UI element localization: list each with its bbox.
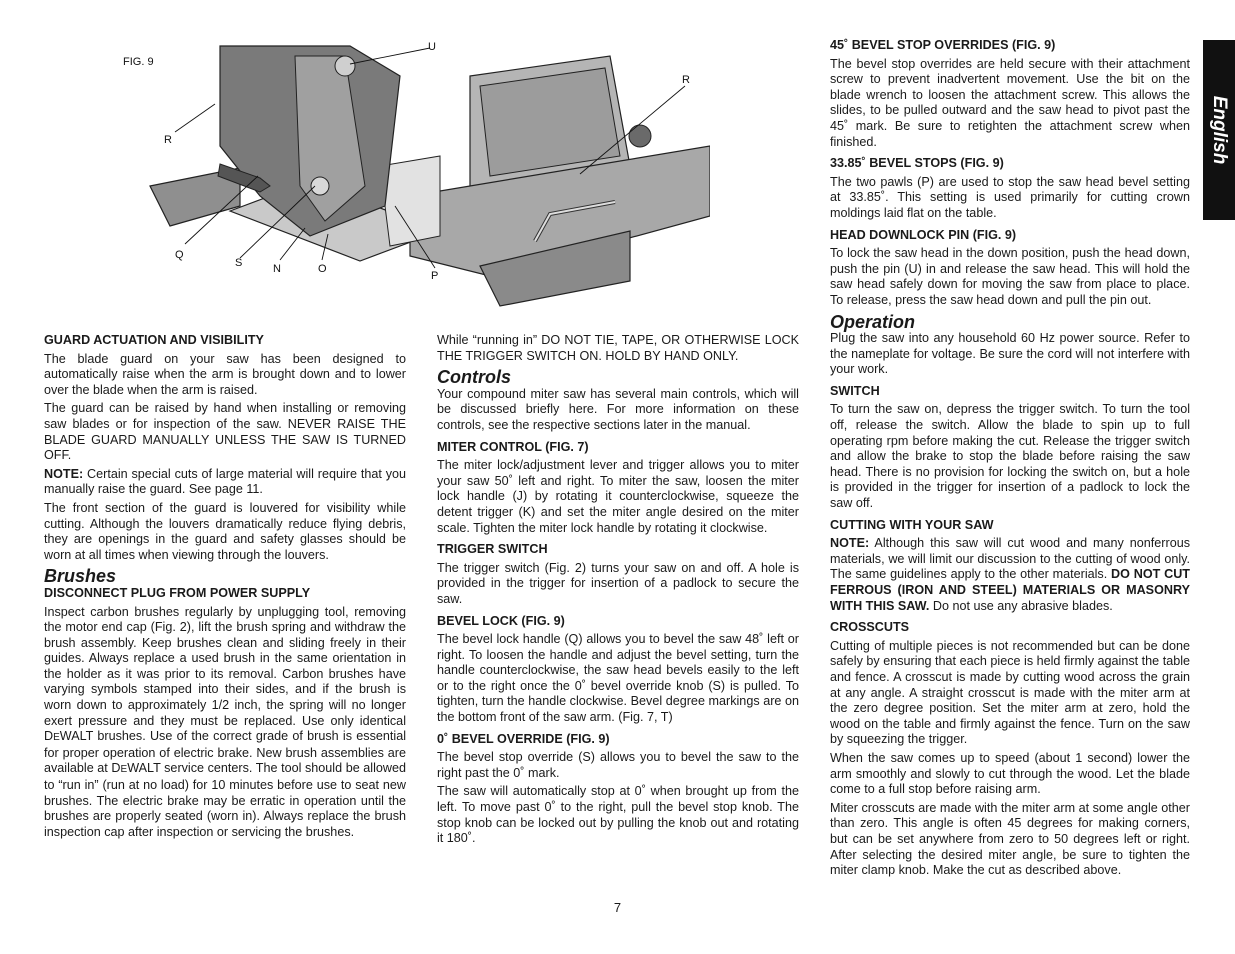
column-left [44,333,406,843]
paragraph: Miter crosscuts are made with the miter arm at some angle other than zero. This angle is often 45 degrees for making corners, but can be set anywhere from zero to 50 degrees left or right. After selecting the desired miter angle, be sure to tighten the miter clamp knob. Make the cut as described above. [830,800,1190,878]
paragraph: The saw will automatically stop at 0˚ when brought up from the left. To move past 0˚ to the right, pull the bevel stop knob. The stop knob can be locked out by pulling the knob out and rotating it 180˚. [437,784,799,846]
heading-guard-actuation: GUARD ACTUATION AND VISIBILITY [44,333,264,347]
note-label: NOTE: [830,536,870,551]
callout-u: U [428,41,436,53]
warning-text: DO NOT CUT FERROUS (IRON AND STEEL) MATERIALS OR MASONRY WITH THIS SAW. [830,567,1190,613]
paragraph: The miter lock/adjustment lever and trigger allows you to miter your saw 50˚ left and right. To miter the saw, loosen the miter lock handle (J) by rotating it counterclockwise, squeeze the detent trigger (K) and set the miter angle desired on the miter scale. Tighten the miter lock handle by rotating it clockwise. [437,458,799,535]
column-middle [437,333,799,850]
heading-cutting: CUTTING WITH YOUR SAW [830,517,994,532]
paragraph: The bevel stop overrides are held secure with their attachment screw to prevent inadvertent movement. Use the bit on the blade wrench to loosen the attachment screw. This allows the slides, to be pulled outward and the saw head to pivot past the 45˚ mark. Be sure to retighten the attachment screw when finished. [830,56,1190,149]
text-run: WALT brushes. Use of the correct grade of brush is essential for proper operation of electric brake. New brush assemblies are available at D [44,729,406,776]
paragraph: Your compound miter saw has several main controls, which will be discussed briefly here. For more information on these controls, see the respective sections later in the manual. [437,386,799,432]
column-right [830,38,1190,882]
callout-o: O [318,263,327,275]
language-tab [1203,40,1235,220]
paragraph: The front section of the guard is louvered for visibility while cutting. Although the louvers dramatically reduce flying debris, they are openings in the guard and safety glasses should be worn at all times when viewing through the louvers. [44,500,406,562]
figure-label: FIG. 9 [123,56,154,68]
note-paragraph [830,536,1190,614]
section-title-brushes: Brushes [44,566,117,587]
paragraph: The guard can be raised by hand when installing or removing saw blades or for inspection of the saw. NEVER RAISE THE BLADE GUARD MANUALLY UNLESS THE SAW IS TURNED OFF. [44,401,406,463]
callout-s: S [235,257,243,269]
heading-disconnect-plug: DISCONNECT PLUG FROM POWER SUPPLY [44,585,311,600]
section-title-operation: Operation [830,311,916,332]
paragraph: While “running in” DO NOT TIE, TAPE, OR OTHERWISE LOCK THE TRIGGER SWITCH ON. HOLD BY HAND ONLY. [437,333,799,363]
brush-paragraph [44,605,406,841]
brand-smallcap: E [53,732,60,744]
paragraph: The blade guard on your saw has been designed to automatically raise when the arm is brought down and to lower over the blade when the arm is raised. [44,351,406,397]
brand-smallcap: E [120,764,128,776]
heading-crosscuts: CROSSCUTS [830,620,910,635]
callout-p: P [431,270,439,282]
paragraph: To lock the saw head in the down position, push the head down, push the pin (U) in and release the saw head. This will hold the saw head safely down for moving the saw from place to place. To release, press the saw head down and pull the pin out. [830,246,1190,307]
text-run: Inspect carbon brushes regularly by unplugging tool, removing the motor end cap (Fig. 2), lift the brush spring and withdraw the brush assembly. Keep brushes clean and sliding freely in their guides. Always replace a used brush in the same orientation in the holder as it was prior to its removal. Carbon brushes have varying symbols stamped into their sides, and if the brush is worn down to approximately 1/2 inch, the spring will no longer exert pressure and they must be replaced. Use only identical D [44,604,406,744]
paragraph: When the saw comes up to speed (about 1 second) lower the arm smoothly and slowly to cut through the wood. Let the blade come to a full stop before raising arm. [830,750,1190,797]
figure-9-illustration [110,36,710,326]
paragraph: The two pawls (P) are used to stop the saw head bevel setting at 33.85˚. This setting is used primarily for cutting crown moldings laid flat on the table. [830,174,1190,220]
heading-bevel-lock: BEVEL LOCK (FIG. 9) [437,613,565,628]
note-text: Certain special cuts of large material will require that you manually raise the guard. See page 11. [44,466,406,497]
note-paragraph [44,467,406,498]
callout-r-left: R [164,134,172,146]
heading-miter-control: MITER CONTROL (FIG. 7) [437,439,589,454]
section-title-controls: Controls [437,367,511,388]
heading-head-downlock-pin: HEAD DOWNLOCK PIN (FIG. 9) [830,227,1017,242]
paragraph: The bevel lock handle (Q) allows you to bevel the saw 48˚ left or right. To loosen the handle and adjust the bevel setting, turn the handle counterclockwise, the saw head bevels easily to the left or to the right once the 0˚ bevel override knob (S) is pulled. To tighten, turn the handle clockwise. Bevel degree markings are on the bottom front of the saw arm. (Fig. 7, T) [437,632,799,725]
heading-switch: SWITCH [830,383,880,398]
text-run: WALT service centers. The tool should be allowed to “run in” (run at no load) for 10 minutes before use to seat new brushes. The electric brake may be erratic in operation until the brushes are properly seated (worn in). Always replace the brush inspection cap after inspection or servicing the brushes. [44,761,407,839]
paragraph: The trigger switch (Fig. 2) turns your saw on and off. A hole is provided in the trigger for insertion of a padlock to secure the saw. [437,560,799,606]
heading-45-bevel-stop: 45˚ BEVEL STOP OVERRIDES (FIG. 9) [830,38,1056,52]
page-number: 7 [613,900,622,915]
heading-trigger-switch: TRIGGER SWITCH [437,542,548,557]
paragraph: Cutting of multiple pieces is not recommended but can be done safely by ensuring that each piece is held firmly against the table and fence. A crosscut is made by cutting wood across the grain at any angle. A straight crosscut is made with the miter arm at the zero degree position. Set the miter arm at zero, hold the wood on the table and firmly against the fence. Turn on the saw by squeezing the trigger. [830,638,1190,747]
text-run: Although this saw will cut wood and many nonferrous materials, we will limit our discussion to the cutting of wood only. The same guidelines apply to the other materials. [830,536,1190,582]
callout-q: Q [175,249,184,261]
text-run: Do not use any abrasive blades. [929,598,1113,613]
language-tab-label: English [1209,95,1230,165]
heading-bevel-override: 0˚ BEVEL OVERRIDE (FIG. 9) [437,731,610,746]
callout-r-right: R [682,74,690,86]
heading-3385-bevel-stops: 33.85˚ BEVEL STOPS (FIG. 9) [830,156,1004,171]
paragraph: Plug the saw into any household 60 Hz power source. Refer to the nameplate for voltage. Be sure the cord will not interfere with your work. [830,331,1190,377]
callout-n: N [273,263,281,275]
note-label: NOTE: [44,466,84,481]
paragraph: To turn the saw on, depress the trigger switch. To turn the tool off, release the switch. Allow the blade to spin up to full operating rpm before making the cut. Release the trigger switch and allow the brake to stop the blade before raising the saw head. There is no provision for locking the switch on, but a hole is provided in the trigger for insertion of a padlock to lock the saw off. [830,402,1190,511]
paragraph: The bevel stop override (S) allows you to bevel the saw to the right past the 0˚ mark. [437,750,799,780]
